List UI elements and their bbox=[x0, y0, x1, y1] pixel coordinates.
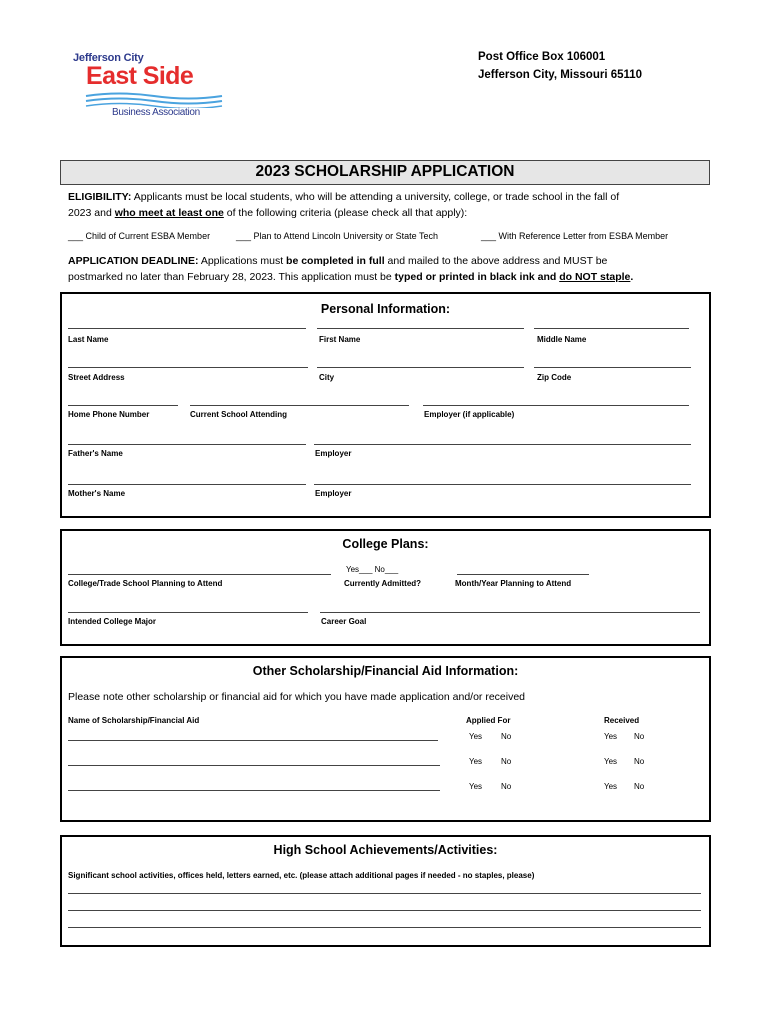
home-phone-field[interactable] bbox=[68, 405, 178, 406]
employer-applicable-field[interactable] bbox=[423, 405, 689, 406]
logo-waves-icon bbox=[84, 92, 224, 108]
deadline-no-staple: do NOT staple bbox=[559, 271, 631, 283]
deadline-text-1c: and mailed to the above address and MUST be bbox=[384, 255, 608, 267]
zip-code-field[interactable] bbox=[534, 367, 691, 368]
received-no-3[interactable]: No bbox=[634, 782, 645, 791]
city-label: City bbox=[319, 373, 335, 382]
career-goal-field[interactable] bbox=[320, 612, 700, 613]
other-scholarship-section bbox=[60, 656, 711, 822]
father-employer-field[interactable] bbox=[314, 444, 691, 445]
deadline-period: . bbox=[630, 271, 634, 283]
mother-employer-field[interactable] bbox=[314, 484, 691, 485]
father-employer-label: Employer bbox=[315, 449, 352, 458]
employer-applicable-label: Employer (if applicable) bbox=[424, 410, 515, 419]
first-name-field[interactable] bbox=[317, 328, 524, 329]
career-goal-label: Career Goal bbox=[321, 617, 367, 626]
received-no-1[interactable]: No bbox=[634, 732, 645, 741]
college-major-field[interactable] bbox=[68, 612, 308, 613]
logo-text-east-side: East Side bbox=[86, 62, 194, 90]
received-no-2[interactable]: No bbox=[634, 757, 645, 766]
college-school-label: College/Trade School Planning to Attend bbox=[68, 579, 223, 588]
eligibility-emphasis: who meet at least one bbox=[114, 207, 224, 219]
mother-employer-label: Employer bbox=[315, 489, 352, 498]
received-yes-3[interactable]: Yes bbox=[604, 782, 618, 791]
mailing-address bbox=[478, 48, 642, 84]
month-year-field[interactable] bbox=[457, 574, 589, 575]
deadline-paragraph bbox=[68, 253, 748, 285]
criteria-lincoln-state-tech[interactable]: ___ Plan to Attend Lincoln University or State Tech bbox=[236, 231, 438, 241]
deadline-ink-instruction: typed or printed in black ink and bbox=[394, 271, 560, 283]
achievements-section bbox=[60, 835, 711, 947]
achievements-note: Significant school activities, offices held, letters earned, etc. (please attach additional pages if needed - no staples, please) bbox=[68, 871, 535, 880]
zip-code-label: Zip Code bbox=[537, 373, 572, 382]
logo-text-jefferson-city: Jefferson City bbox=[73, 52, 144, 64]
criteria-reference-letter[interactable]: ___ With Reference Letter from ESBA Member bbox=[481, 231, 669, 241]
applied-no-3[interactable]: No bbox=[501, 782, 512, 791]
college-plans-section bbox=[60, 529, 711, 646]
eligibility-text-1: Applicants must be local students, who will be attending a university, college, or trade school in the fall of bbox=[131, 191, 620, 203]
college-plans-title: College Plans: bbox=[342, 537, 429, 551]
eligibility-paragraph bbox=[68, 189, 748, 221]
middle-name-field[interactable] bbox=[534, 328, 689, 329]
deadline-emphasis: be completed in full bbox=[286, 255, 385, 267]
father-name-label: Father's Name bbox=[68, 449, 123, 458]
deadline-text-2a: postmarked no later than February 28, 2023. This application must be bbox=[68, 271, 395, 283]
received-yes-1[interactable]: Yes bbox=[604, 732, 618, 741]
father-name-field[interactable] bbox=[68, 444, 306, 445]
current-school-field[interactable] bbox=[190, 405, 409, 406]
mother-name-label: Mother's Name bbox=[68, 489, 126, 498]
deadline-text-1a: Applications must bbox=[198, 255, 287, 267]
scholarship-name-header: Name of Scholarship/Financial Aid bbox=[68, 716, 200, 725]
college-school-field[interactable] bbox=[68, 574, 331, 575]
scholarship-name-field-1[interactable] bbox=[68, 740, 438, 741]
middle-name-label: Middle Name bbox=[537, 335, 587, 344]
other-scholarship-note: Please note other scholarship or financial aid for which you have made application and/or received bbox=[68, 691, 526, 703]
current-school-label: Current School Attending bbox=[190, 410, 288, 419]
city-field[interactable] bbox=[317, 367, 524, 368]
applied-yes-2[interactable]: Yes bbox=[469, 757, 483, 766]
personal-info-section bbox=[60, 292, 711, 518]
college-major-label: Intended College Major bbox=[68, 617, 157, 626]
criteria-child-of-member[interactable]: ___ Child of Current ESBA Member bbox=[68, 231, 211, 241]
deadline-label: APPLICATION DEADLINE: bbox=[68, 255, 199, 267]
other-scholarship-title: Other Scholarship/Financial Aid Information: bbox=[252, 664, 519, 678]
achievements-line-3[interactable] bbox=[68, 927, 701, 928]
last-name-label: Last Name bbox=[68, 335, 109, 344]
street-address-label: Street Address bbox=[68, 373, 125, 382]
street-address-field[interactable] bbox=[68, 367, 308, 368]
personal-info-title: Personal Information: bbox=[320, 302, 451, 316]
home-phone-label: Home Phone Number bbox=[68, 410, 150, 419]
applied-no-1[interactable]: No bbox=[501, 732, 512, 741]
eligibility-label: ELIGIBILITY: bbox=[68, 191, 132, 203]
applied-no-2[interactable]: No bbox=[501, 757, 512, 766]
received-header: Received bbox=[604, 716, 640, 725]
currently-admitted-label: Currently Admitted? bbox=[344, 579, 422, 588]
admitted-yes-no[interactable]: Yes___ No___ bbox=[346, 565, 399, 574]
address-line-2: Jefferson City, Missouri 65110 bbox=[478, 69, 643, 81]
scholarship-name-field-3[interactable] bbox=[68, 790, 440, 791]
first-name-label: First Name bbox=[319, 335, 361, 344]
address-line-1: Post Office Box 106001 bbox=[478, 51, 606, 63]
form-title: 2023 SCHOLARSHIP APPLICATION bbox=[60, 160, 710, 185]
applied-for-header: Applied For bbox=[466, 716, 511, 725]
scholarship-name-field-2[interactable] bbox=[68, 765, 440, 766]
achievements-line-2[interactable] bbox=[68, 910, 701, 911]
last-name-field[interactable] bbox=[68, 328, 306, 329]
eligibility-text-2c: of the following criteria (please check all that apply): bbox=[223, 207, 468, 219]
achievements-line-1[interactable] bbox=[68, 893, 701, 894]
eligibility-text-2a: 2023 and bbox=[68, 207, 115, 219]
month-year-label: Month/Year Planning to Attend bbox=[455, 579, 572, 588]
achievements-title: High School Achievements/Activities: bbox=[273, 843, 498, 857]
logo-text-business-association: Business Association bbox=[112, 107, 200, 118]
applied-yes-3[interactable]: Yes bbox=[469, 782, 483, 791]
mother-name-field[interactable] bbox=[68, 484, 306, 485]
applied-yes-1[interactable]: Yes bbox=[469, 732, 483, 741]
received-yes-2[interactable]: Yes bbox=[604, 757, 618, 766]
